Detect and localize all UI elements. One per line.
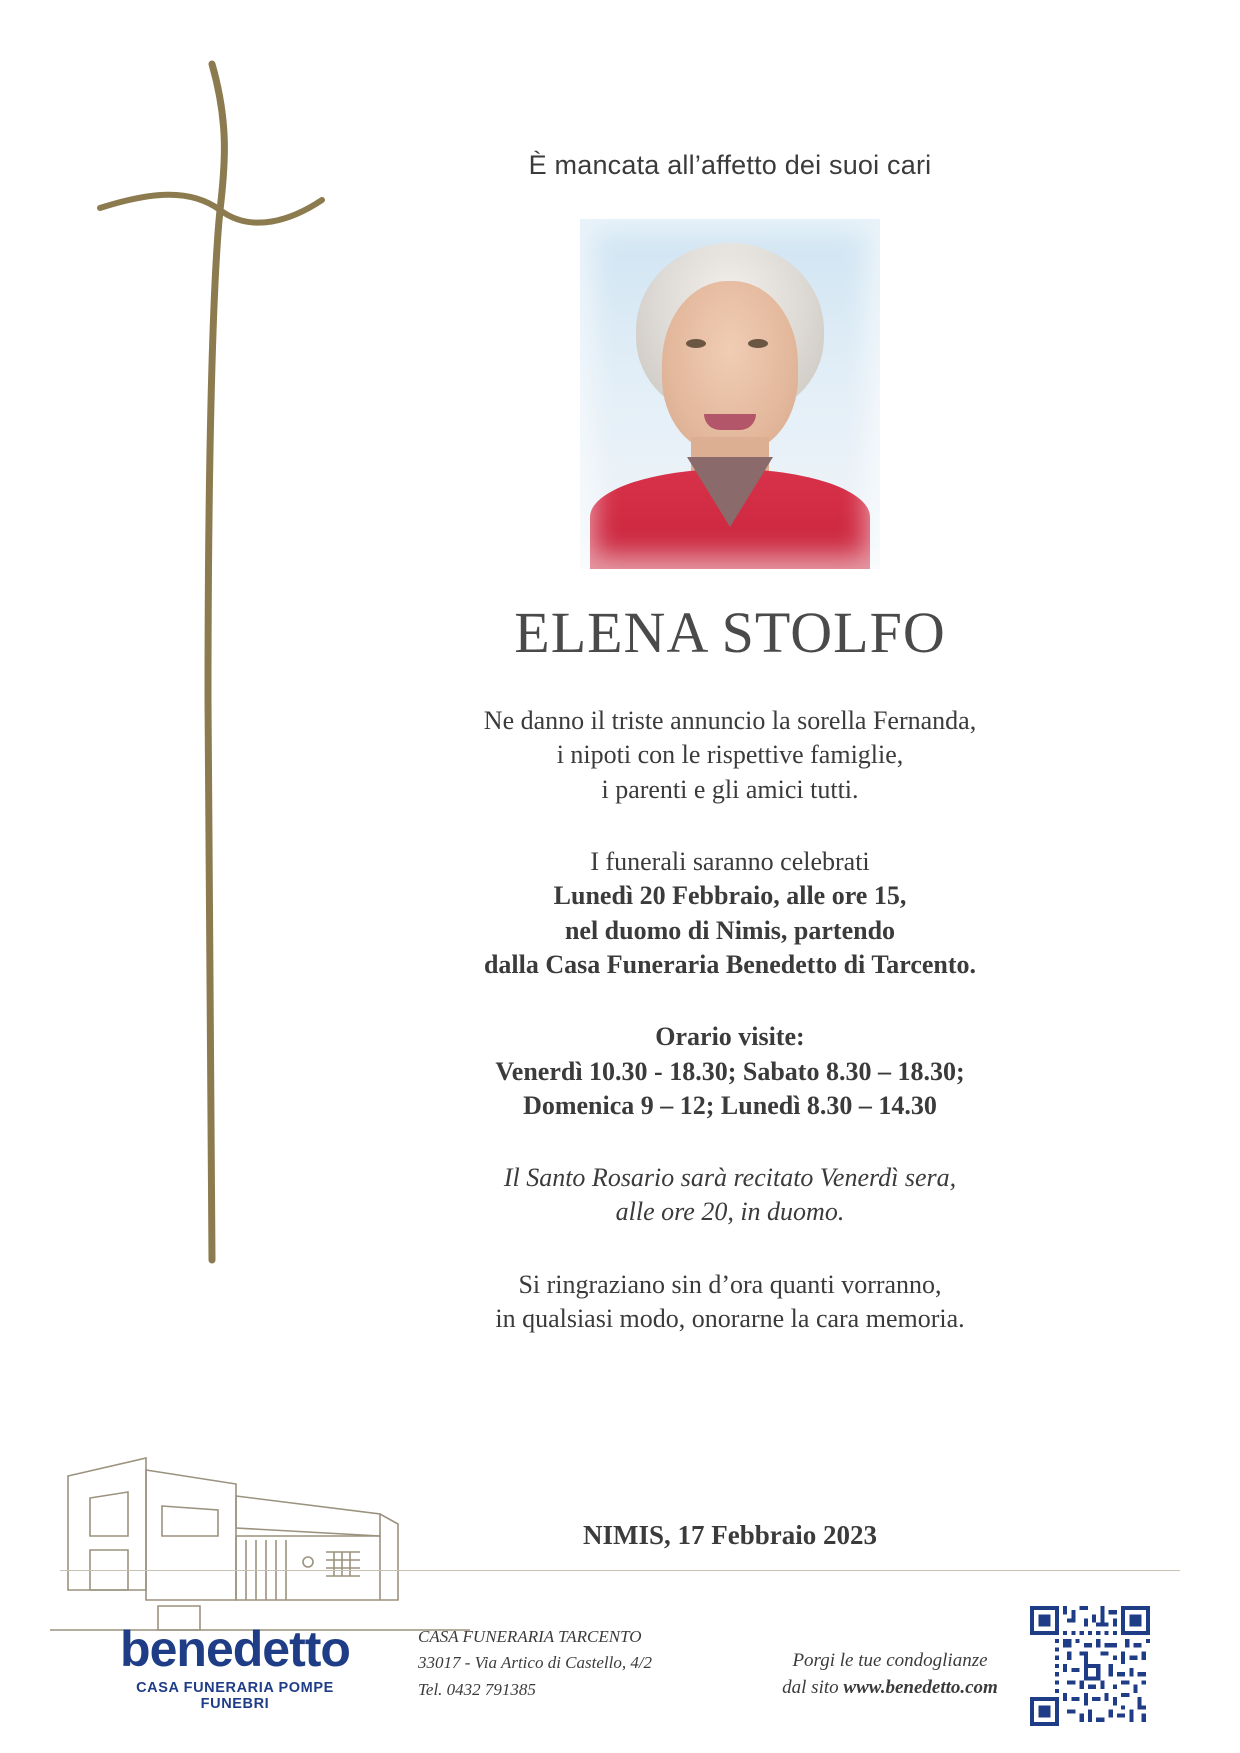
- thanks-line-1: Si ringraziano sin d’ora quanti vorranno,: [518, 1269, 942, 1299]
- deceased-name: ELENA STOLFO: [514, 600, 946, 665]
- visiting-hours-block: [380, 1020, 1080, 1123]
- portrait-photo: [580, 219, 880, 569]
- lead-line: È mancata all’affetto dei suoi cari: [528, 150, 932, 180]
- funeral-block: [380, 845, 1080, 982]
- cross-graphic: [60, 60, 380, 1320]
- thanks-line-2: in qualsiasi modo, onorarne la cara memoria.: [495, 1304, 965, 1334]
- announcement-line-2: i nipoti con le rispettive famiglie,: [556, 740, 904, 770]
- visiting-hours-line-1: Venerdì 10.30 - 18.30; Sabato 8.30 – 18.30;: [495, 1056, 965, 1086]
- portrait-vignette: [580, 219, 880, 569]
- brand-name: benedetto: [120, 1621, 350, 1677]
- funeral-line-3: nel duomo di Nimis, partendo: [564, 915, 896, 945]
- funeral-line-4: dalla Casa Funeraria Benedetto di Tarcento.: [483, 949, 977, 979]
- benedetto-logo[interactable]: [100, 1621, 370, 1712]
- visiting-hours-line-2: Domenica 9 – 12; Lunedì 8.30 – 14.30: [523, 1090, 937, 1120]
- rosary-line-1: Il Santo Rosario sarà recitato Venerdì sera,: [503, 1163, 957, 1193]
- obituary-content: [380, 150, 1080, 1336]
- brand-tagline: CASA FUNERARIA POMPE FUNEBRI: [136, 1679, 334, 1712]
- address-line-1: CASA FUNERARIA TARCENTO: [418, 1627, 642, 1646]
- funeral-line-2: Lunedì 20 Febbraio, alle ore 15,: [553, 881, 907, 911]
- announcement-line-3: i parenti e gli amici tutti.: [601, 774, 859, 804]
- thanks-block: [380, 1268, 1080, 1337]
- website-link[interactable]: www.benedetto.com: [843, 1676, 998, 1698]
- address-line-2: 33017 - Via Artico di Castello, 4/2: [418, 1653, 653, 1673]
- announcement-block: [380, 704, 1080, 807]
- rosary-line-2: alle ore 20, in duomo.: [615, 1197, 845, 1227]
- condolences-note: [770, 1648, 1010, 1701]
- address-phone: Tel. 0432 791385: [418, 1679, 536, 1699]
- funeral-line-1: I funerali saranno celebrati: [590, 846, 870, 876]
- rosary-block: [380, 1161, 1080, 1230]
- qr-code[interactable]: [1030, 1606, 1150, 1726]
- condolences-line-2: [770, 1675, 1010, 1702]
- company-address: [418, 1624, 748, 1703]
- place-and-date: NIMIS, 17 Febbraio 2023: [582, 1520, 877, 1550]
- announcement-line-1: Ne danno il triste annuncio la sorella Fernanda,: [483, 706, 977, 735]
- footer-divider: [60, 1570, 1180, 1571]
- footer: [0, 1596, 1240, 1746]
- visiting-hours-title: Orario visite:: [655, 1022, 805, 1052]
- condolences-prefix: dal sito: [782, 1676, 844, 1698]
- condolences-line-1: Porgi le tue condoglianze: [792, 1650, 988, 1671]
